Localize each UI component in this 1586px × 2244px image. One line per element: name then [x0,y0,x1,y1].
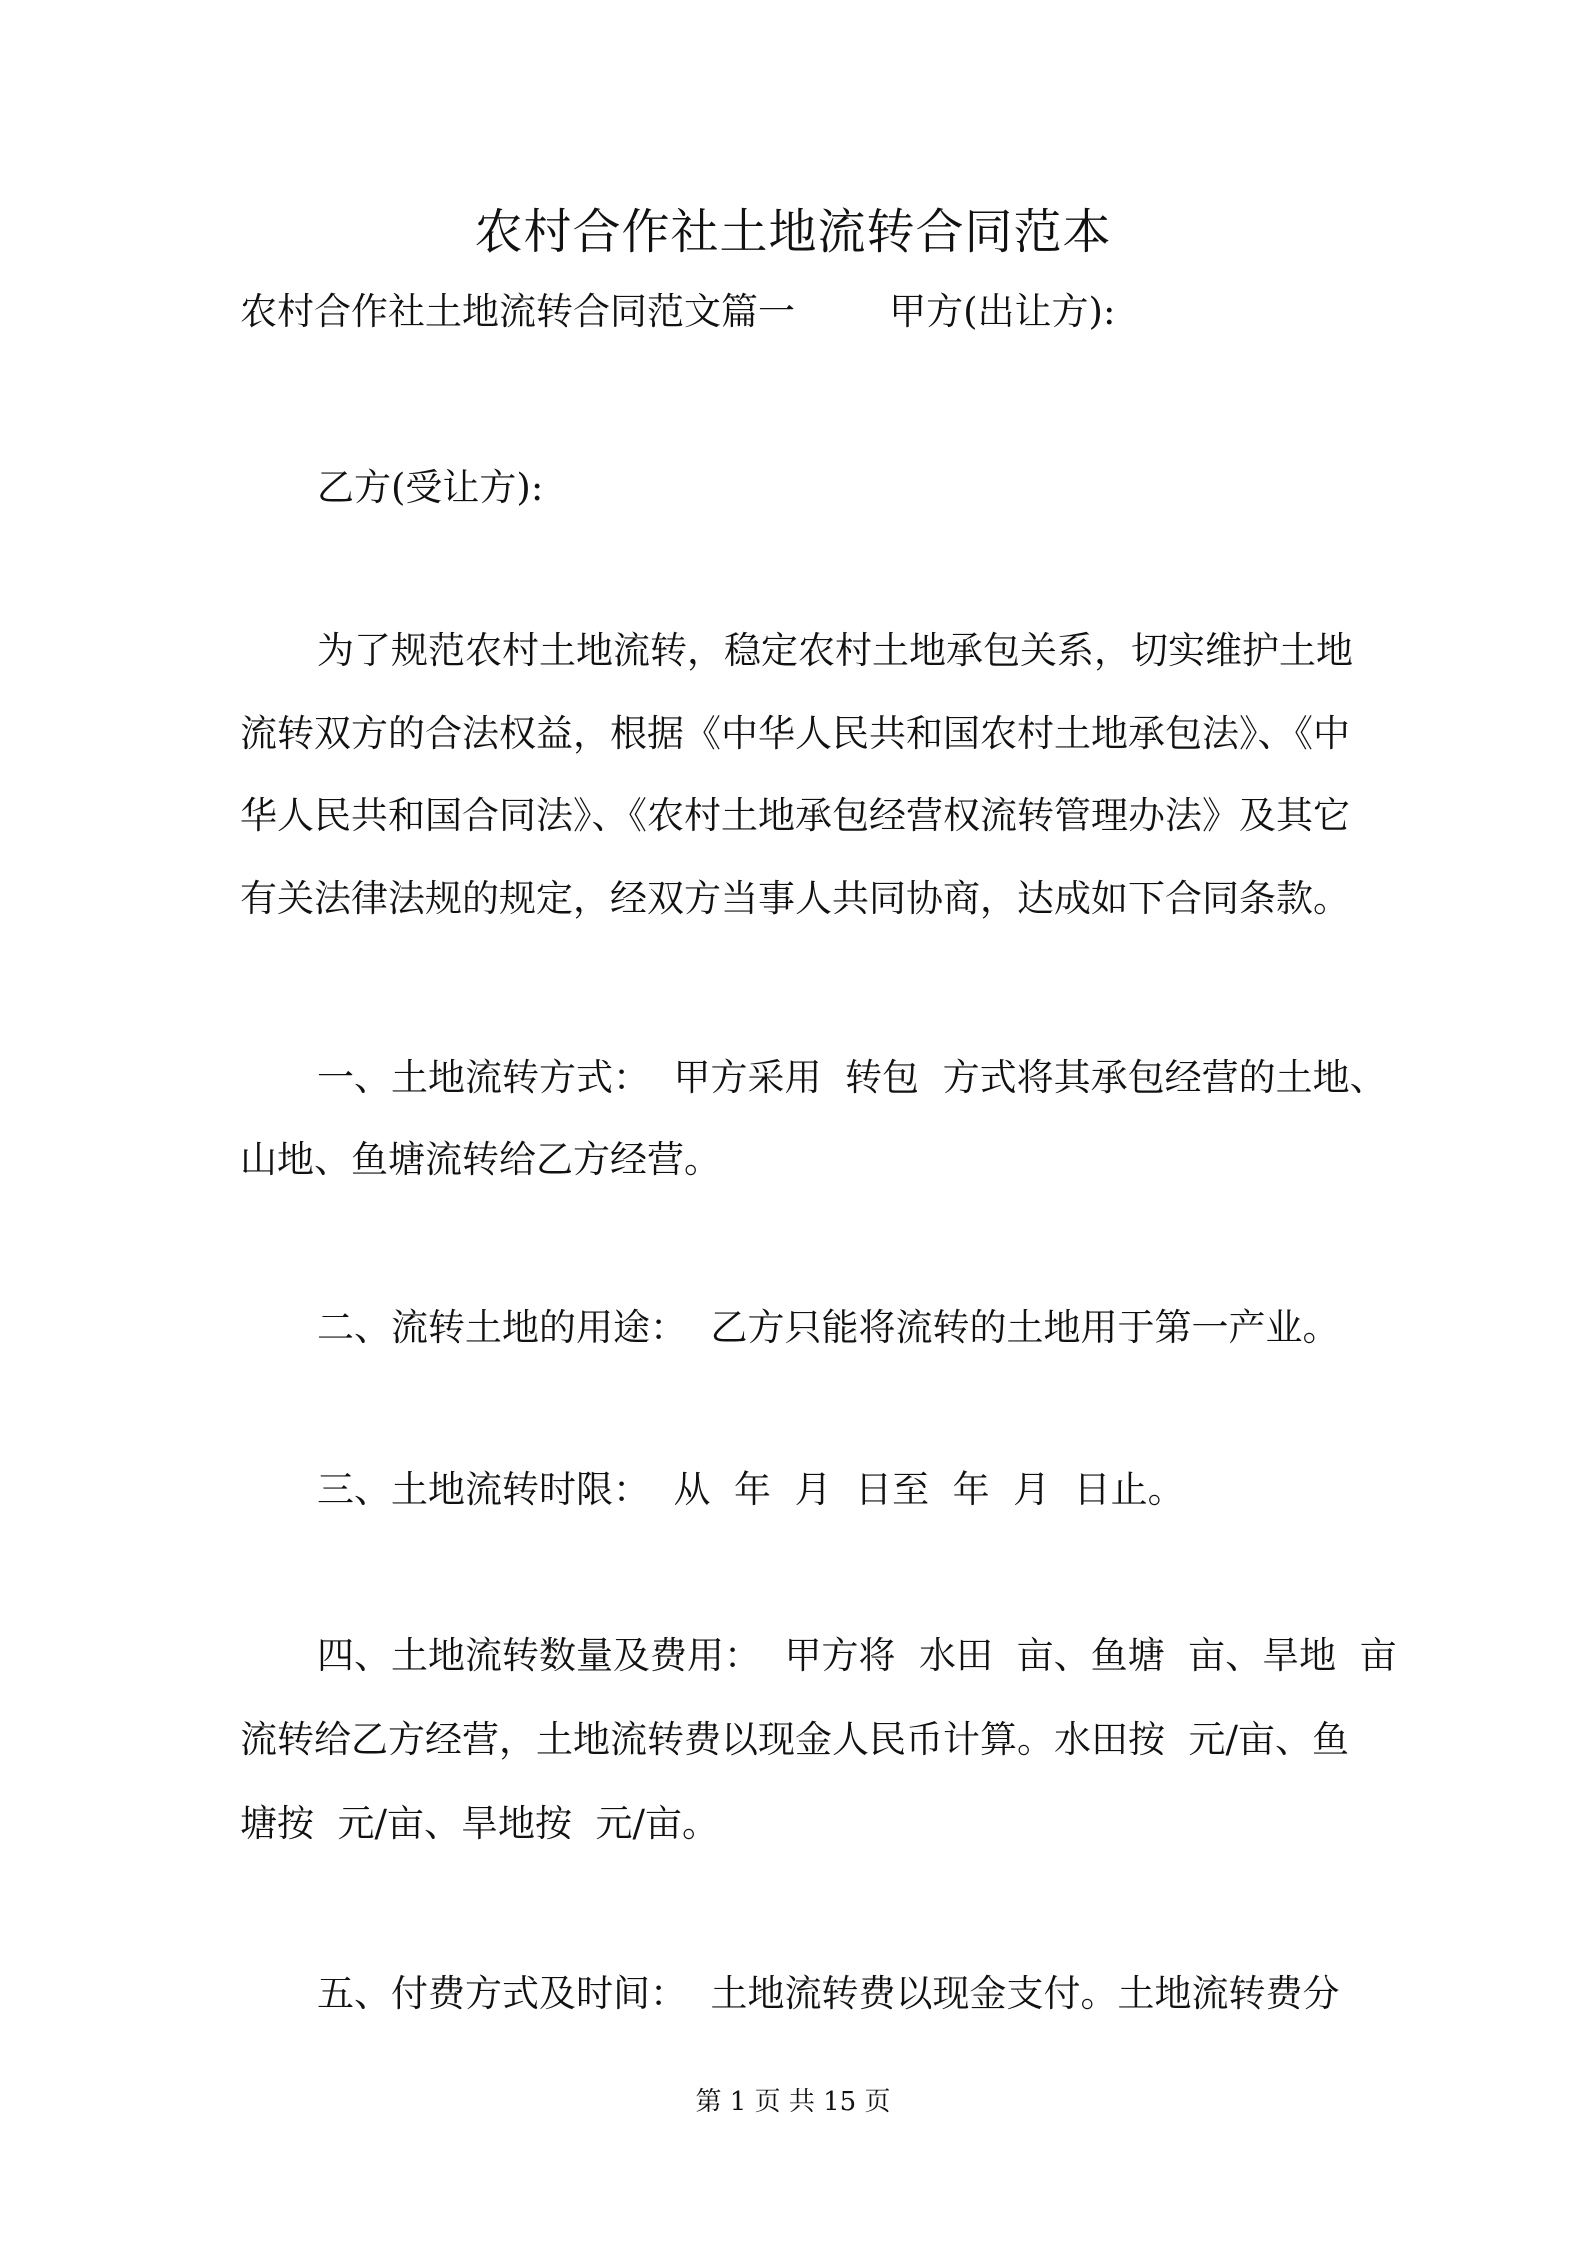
contract-heading-line: 农村合作社土地流转合同范文篇一 甲方(出让方): [240,290,1116,333]
preamble-line-4: 有关法律法规的规定，经双方当事人共同协商，达成如下合同条款。 [240,877,1350,920]
clause-4-line-1: 四、土地流转数量及费用： 甲方将 水田 亩、鱼塘 亩、旱地 亩 [317,1634,1397,1677]
clause-1-line-1: 一、土地流转方式： 甲方采用 转包 方式将其承包经营的土地、 [317,1056,1387,1099]
page-footer: 第 1 页 共 15 页 [695,2087,891,2117]
clause-3-line: 三、土地流转时限： 从 年 月 日至 年 月 日止。 [317,1468,1185,1511]
clause-1-line-2: 山地、鱼塘流转给乙方经营。 [240,1138,721,1181]
preamble-line-1: 为了规范农村土地流转，稳定农村土地承包关系，切实维护土地 [317,629,1353,672]
preamble-line-3: 华人民共和国合同法》、《农村土地承包经营权流转管理办法》及其它 [240,794,1350,837]
preamble-line-2: 流转双方的合法权益，根据《中华人民共和国农村土地承包法》、《中 [240,712,1350,755]
clause-4-line-3: 塘按 元/亩、旱地按 元/亩。 [240,1802,719,1845]
document-title: 农村合作社土地流转合同范本 [474,204,1112,260]
clause-5-line-1: 五、付费方式及时间： 土地流转费以现金支付。土地流转费分 [317,1972,1340,2015]
clause-2-line: 二、流转土地的用途： 乙方只能将流转的土地用于第一产业。 [317,1306,1340,1349]
party-b-line: 乙方(受让方): [317,466,544,509]
clause-4-line-2: 流转给乙方经营，土地流转费以现金人民币计算。水田按 元/亩、鱼 [240,1718,1349,1761]
